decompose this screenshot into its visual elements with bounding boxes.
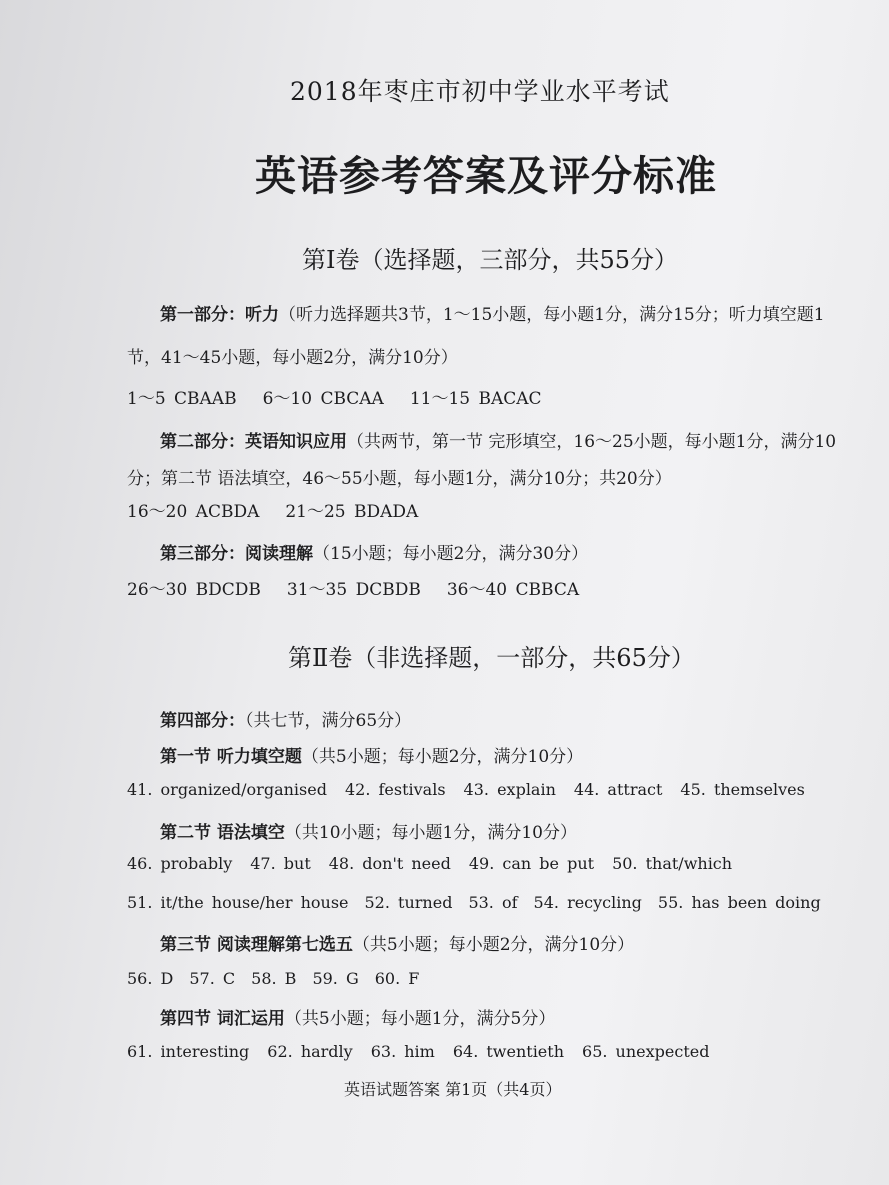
answer-item: 54. recycling [533, 893, 642, 912]
answer-group: 26～30 BDCDB [127, 580, 261, 600]
answer-item: 58. B [251, 969, 297, 988]
part2-desc-line1: （共两节，第一节 完形填空，16～25小题，每小题1分，满分10 [347, 432, 837, 452]
part3-heading [160, 539, 588, 564]
part3-label: 第三部分：阅读理解 [160, 544, 313, 564]
section3-label: 第三节 阅读理解第七选五 [160, 935, 353, 955]
part1-heading [160, 300, 825, 325]
answer-item: 49. can be put [468, 854, 595, 873]
section2-heading [160, 818, 577, 843]
page-footer: 英语试题答案 第1页（共4页） [344, 1080, 562, 1099]
answer-item: 53. of [468, 893, 518, 912]
answer-item: 46. probably [127, 854, 233, 873]
answer-item: 55. has been doing [657, 893, 821, 912]
page-title: 英语参考答案及评分标准 [255, 152, 717, 200]
section3-heading [160, 930, 634, 955]
part4-label: 第四部分： [160, 711, 245, 731]
part2-heading [160, 427, 836, 452]
volume1-title: 第Ⅰ卷（选择题，三部分，共55分） [302, 246, 679, 274]
answer-item: 63. him [370, 1042, 435, 1061]
volume2-title: 第Ⅱ卷（非选择题，一部分，共65分） [288, 644, 695, 672]
section1-desc: （共5小题；每小题2分，满分10分） [301, 747, 584, 767]
answer-item: 59. G [312, 969, 359, 988]
answer-item: 45. themselves [680, 780, 805, 799]
section1-label: 第一节 听力填空题 [160, 747, 302, 767]
part2-desc-line2: 分；第二节 语法填空，46～55小题，每小题1分，满分10分；共20分） [127, 469, 672, 489]
answer-item: 52. turned [364, 893, 453, 912]
part4-heading [160, 706, 411, 731]
part3-answers [127, 575, 605, 600]
section4-label: 第四节 词汇运用 [160, 1009, 285, 1029]
exam-subtitle: 2018年枣庄市初中学业水平考试 [290, 77, 670, 106]
section4-heading [160, 1004, 555, 1029]
part1-desc-line1: （听力选择题共3节，1～15小题，每小题1分，满分15分；听力填空题1 [279, 305, 825, 325]
part2-label: 第二部分：英语知识应用 [160, 432, 347, 452]
answer-item: 60. F [374, 969, 420, 988]
answer-item: 57. C [189, 969, 236, 988]
answer-item: 51. it/the house/her house [127, 893, 349, 912]
answer-item: 42. festivals [344, 780, 446, 799]
answer-group: 1～5 CBAAB [127, 389, 237, 409]
part1-desc-line2: 节，41～45小题，每小题2分，满分10分） [127, 348, 458, 368]
section4-answers [127, 1042, 709, 1061]
answer-group: 21～25 BDADA [285, 502, 419, 522]
section1-heading [160, 742, 583, 767]
answer-item: 43. explain [463, 780, 556, 799]
section2-answers-row1 [127, 854, 732, 873]
answer-item: 61. interesting [127, 1042, 250, 1061]
section3-desc: （共5小题；每小题2分，满分10分） [352, 935, 635, 955]
part1-label: 第一部分：听力 [160, 305, 279, 325]
answer-item: 62. hardly [267, 1042, 353, 1061]
answer-item: 44. attract [573, 780, 663, 799]
answer-item: 48. don't need [328, 854, 451, 873]
answer-group: 16～20 ACBDA [127, 502, 260, 522]
part3-desc: （15小题；每小题2分，满分30分） [313, 544, 589, 564]
section2-answers-row2 [127, 893, 821, 912]
answer-item: 65. unexpected [582, 1042, 710, 1061]
section2-label: 第二节 语法填空 [160, 823, 285, 843]
answer-group: 11～15 BACAC [409, 389, 542, 409]
section4-desc: （共5小题；每小题1分，满分5分） [284, 1009, 556, 1029]
part1-answers [127, 384, 568, 409]
section2-desc: （共10小题；每小题1分，满分10分） [284, 823, 578, 843]
part2-answers [127, 497, 444, 522]
answer-group: 6～10 CBCAA [262, 389, 384, 409]
answer-item: 47. but [250, 854, 311, 873]
part4-desc: （共七节，满分65分） [245, 711, 412, 731]
answer-item: 41. organized/organised [127, 780, 327, 799]
answer-group: 36～40 CBBCA [446, 580, 580, 600]
answer-group: 31～35 DCBDB [286, 580, 421, 600]
section1-answers [127, 780, 805, 799]
answer-item: 64. twentieth [452, 1042, 565, 1061]
section3-answers [127, 969, 419, 988]
answer-item: 56. D [127, 969, 174, 988]
answer-item: 50. that/which [612, 854, 733, 873]
